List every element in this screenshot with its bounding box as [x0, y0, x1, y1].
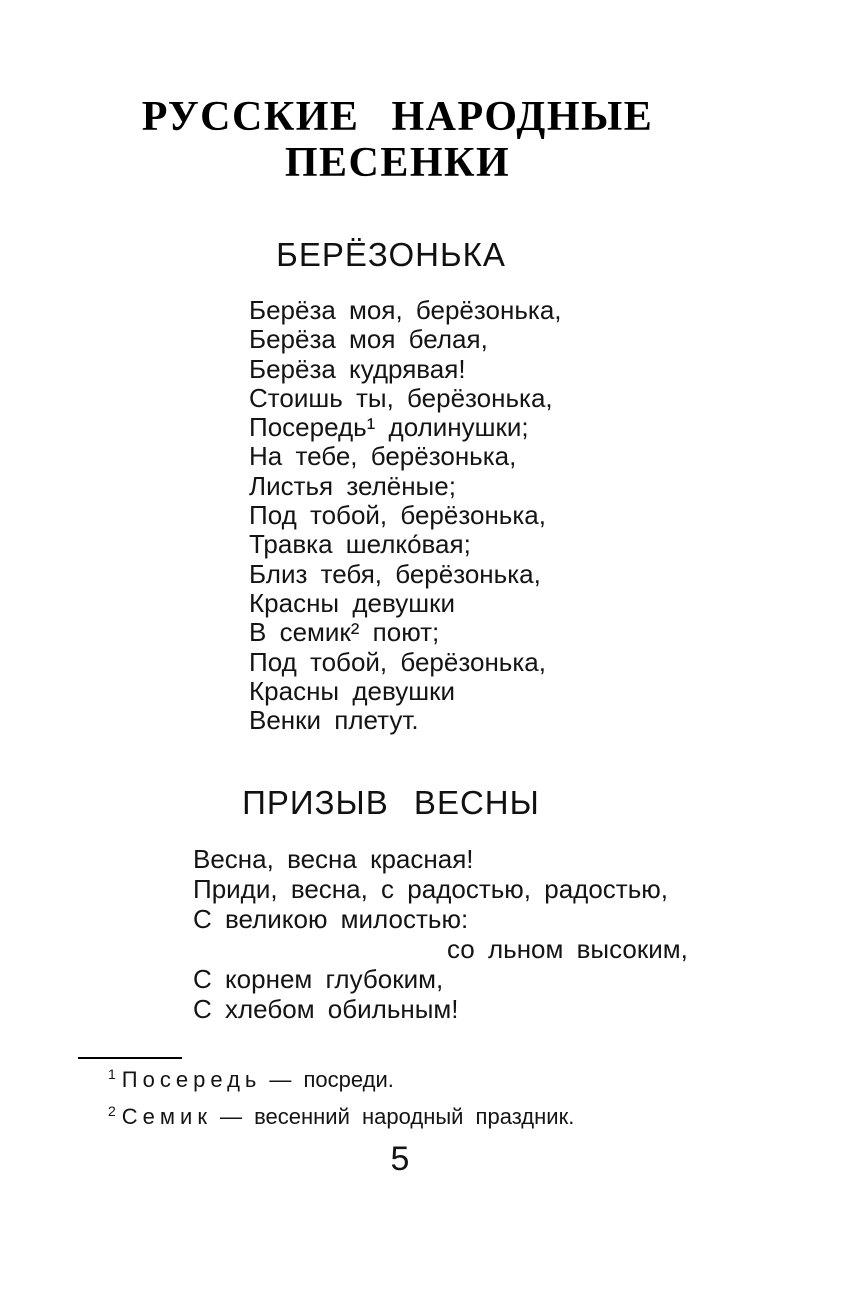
poem-line: Берёза кудрявая! — [249, 353, 466, 384]
poem-line: С корнем глубоким, — [193, 964, 444, 994]
footnote — [108, 1066, 574, 1093]
footnote-marker: 2 — [108, 1102, 116, 1119]
poem-line: Стоишь ты, берёзонька, — [249, 382, 553, 413]
footnote-marker: 1 — [108, 1065, 116, 1082]
poem-title-prizyv-vesny: ПРИЗЫВ ВЕСНЫ — [242, 784, 540, 821]
book-title-line1: РУССКИЕ НАРОДНЫЕ — [141, 94, 654, 140]
poem-line: Под тобой, берёзонька, — [249, 500, 546, 531]
poem-line: Весна, весна красная! — [193, 844, 474, 874]
poem-line: С великою милостью: — [193, 904, 469, 934]
book-title — [0, 94, 795, 186]
poem-line: С хлебом обильным! — [193, 994, 459, 1024]
footnote-term: Посередь — [121, 1067, 262, 1092]
footnote-divider — [78, 1057, 182, 1059]
poem-line: со льном высоким, — [447, 934, 688, 964]
poem-line: Берёза моя белая, — [249, 324, 488, 355]
poem-line: Красны девушки — [249, 675, 455, 706]
poem-line: Берёза моя, берёзонька, — [249, 295, 562, 325]
poem-line: Близ тебя, берёзонька, — [249, 558, 541, 589]
poem-title-berezonka: БЕРЁЗОНЬКА — [276, 236, 506, 273]
footnote-definition: — весенний народный праздник. — [219, 1104, 575, 1129]
poem-line: На тебе, берёзонька, — [249, 441, 517, 472]
footnote — [108, 1103, 574, 1130]
poem-berezonka — [249, 296, 562, 735]
footnotes — [108, 1066, 574, 1140]
poem-line: Приди, весна, с радостью, радостью, — [193, 874, 668, 904]
page-number: 5 — [390, 1140, 410, 1178]
poem-line: Травка шелко́вая; — [249, 529, 471, 560]
footnote-definition: — посреди. — [269, 1067, 394, 1092]
poem-line: Красны девушки — [249, 587, 455, 618]
poem-line: Венки плетут. — [249, 705, 419, 736]
book-title-line2: ПЕСЕНКИ — [284, 140, 511, 186]
poem-line: Под тобой, берёзонька, — [249, 646, 546, 677]
poem-prizyv-vesny — [193, 844, 688, 1024]
poem-line: В семик² поют; — [249, 617, 440, 648]
poem-line: Листья зелёные; — [249, 470, 456, 501]
poem-line: Посередь¹ долинушки; — [249, 412, 529, 443]
footnote-term: Семик — [121, 1104, 212, 1129]
